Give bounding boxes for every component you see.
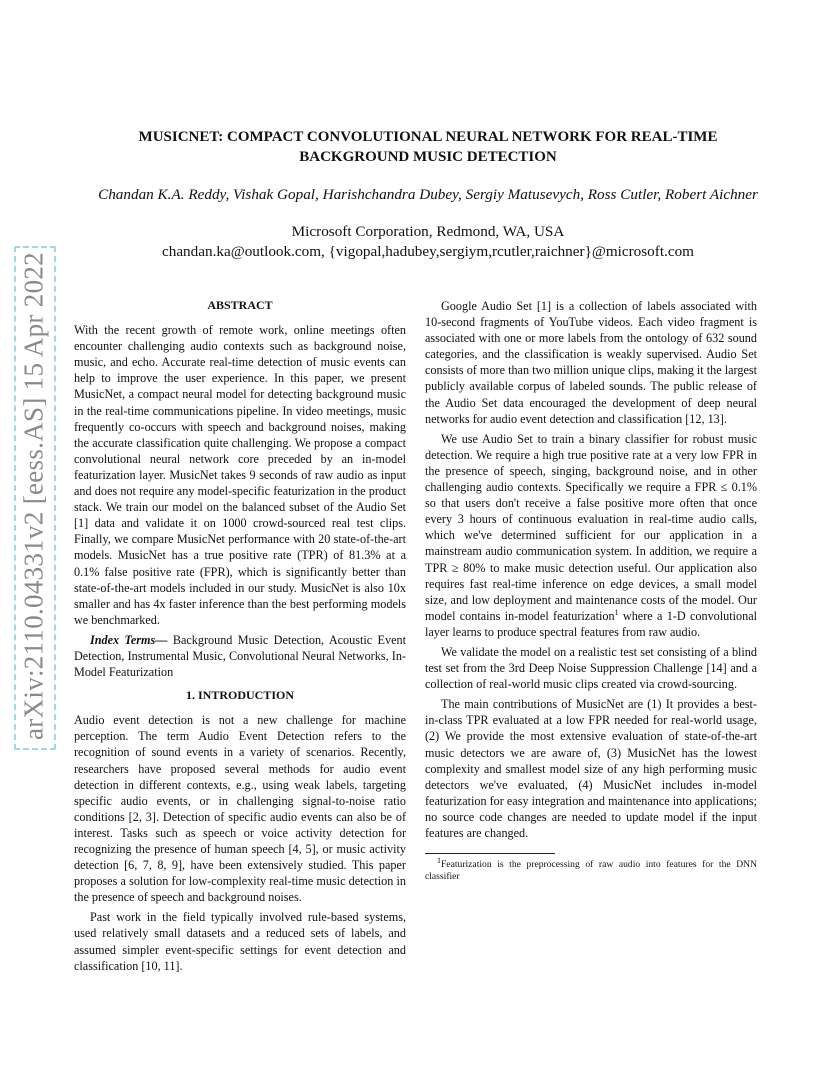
footnote-rule <box>425 853 555 854</box>
title-line-1: MUSICNET: COMPACT CONVOLUTIONAL NEURAL NETWORK FOR REAL-TIME <box>138 129 718 145</box>
audio-set-paragraph: Google Audio Set [1] is a collection of labels associated with 10-second fragments of YouTube videos. Each video fragment is associated with one or more labels from the ontology of 632 sound categories, and the classification is weakly supervised. Audio Set consists of more than two million unique clips, making it the largest publicly available corpus of labeled sounds. The public release of the Audio Set data encouraged the development of deep neural networks for audio event detection and classification [12, 13]. <box>425 299 757 426</box>
requirements-text-tail: where a 1-D convolutional layer learns to produce spectral features from raw audio. <box>425 608 757 639</box>
right-column <box>425 298 757 887</box>
abstract-heading: ABSTRACT <box>207 298 273 312</box>
footnote-number: 1 <box>437 855 441 865</box>
index-terms <box>74 632 406 680</box>
author-emails: chandan.ka@outlook.com, {vigopal,hadubey,sergiym,rcutler,raichner}@microsoft.com <box>161 243 694 260</box>
contributions-paragraph: The main contributions of MusicNet are (1) It provides a best-in-class TPR evaluated at a low FPR needed for real-world usage, (2) We provide the most extensive evaluation of state-of-the-art music detectors we are aware of, (3) MusicNet has the lowest complexity and smallest model size of any high performing music detectors we've evaluated, (4) MusicNet includes in-model featurization for easy integration and maintenance into applications; no source code changes are needed to update model if the input features are changed. <box>425 697 757 840</box>
intro-paragraph-1: Audio event detection is not a new challenge for machine perception. The term Audio Event Detection refers to the recognition of sound events in a variety of scenarios. Recently, researchers have proposed several methods for audio event detection in different contexts, e.g., using weak labels, targeting specific audio events, or in challenging signal-to-noise ratio conditions [2, 3]. Detection of specific audio events can also be of interest. Tasks such as speech or voice activity detection for recognizing the presence of human speech [4, 5], or music activity detection [6, 7, 8, 9], have been extensively studied. This paper proposes a solution for low-complexity real-time music detection in the presence of speech and background noises. <box>74 713 406 905</box>
validation-paragraph: We validate the model on a realistic test set consisting of a blind test set from the 3rd Deep Noise Suppression Challenge [14] and a collection of real-world music clips created via crowd-sourcing. <box>425 644 757 692</box>
intro-paragraph-2: Past work in the field typically involved rule-based systems, used relatively small datasets and a reduced sets of labels, and assumed simpler event-specific settings for event detection and classification [10, 11]. <box>74 910 406 973</box>
affiliation: Microsoft Corporation, Redmond, WA, USA <box>291 223 565 240</box>
intro-heading: 1. INTRODUCTION <box>185 688 294 703</box>
paper-title <box>60 127 796 167</box>
arxiv-id: arXiv:2110.04331v2 [eess.AS] 15 Apr 2022 <box>18 252 49 740</box>
requirements-text: We use Audio Set to train a binary classifier for robust music detection. We require a high true positive rate at a very low FPR in the presence of speech, singing, background noise, and in other challenging audio contexts. Specifically we require a FPR ≤ 0.1% so that users don't receive a false positive more often that once every 3 hours of continuous evaluation in real-time audio calls, which we've determined sufficient for our application in a mainstream audio communication system. In addition, we require a TPR ≥ 80% to make music detection useful. Our application also requires fast real-time inference on edge devices, a small model size, and low deployment and maintenance costs of the model. Our model contains in-model featurization <box>425 431 757 623</box>
title-line-2: BACKGROUND MUSIC DETECTION <box>299 149 557 165</box>
arxiv-watermark <box>14 246 54 748</box>
abstract-text: With the recent growth of remote work, online meetings often encounter challenging audio contexts such as background noise, music, and echo. Accurate real-time detection of music events can help to improve the user experience. In this paper, we present MusicNet, a compact neural model for detecting background music in the real-time communications pipeline. In video meetings, music frequently co-occurs with speech and background noises, making the accurate classification quite challenging. We propose a compact convolutional neural network core preceded by an in-model featurization layer. MusicNet takes 9 seconds of raw audio as input and does not require any model-specific featurization in the product stack. We train our model on the balanced subset of the Audio Set [1] data and validate it on 1000 crowd-sourced real test clips. Finally, we compare MusicNet performance with 20 state-of-the-art models. MusicNet has a true positive rate (TPR) of 81.3% at a 0.1% false positive rate (FPR), which is significantly better than state-of-the-art models included in our study. MusicNet is also 10x smaller and has 4x faster inference than the best performing models we benchmarked. <box>74 323 406 627</box>
left-column <box>74 297 406 978</box>
requirements-paragraph <box>425 431 757 640</box>
index-terms-label: Index Terms— <box>90 632 168 647</box>
affiliation-block <box>60 222 796 262</box>
footnote <box>425 855 757 883</box>
index-terms-text: Background Music Detection, Acoustic Event Detection, Instrumental Music, Convolutional Neural Networks, In-Model Featurization <box>74 632 406 680</box>
author-list: Chandan K.A. Reddy, Vishak Gopal, Harishchandra Dubey, Sergiy Matusevych, Ross Cutler, Robert Aichner <box>98 186 758 203</box>
footnote-text: Featurization is the preprocessing of raw audio into features for the DNN classifier <box>425 859 757 883</box>
footnote-marker: 1 <box>614 607 619 617</box>
